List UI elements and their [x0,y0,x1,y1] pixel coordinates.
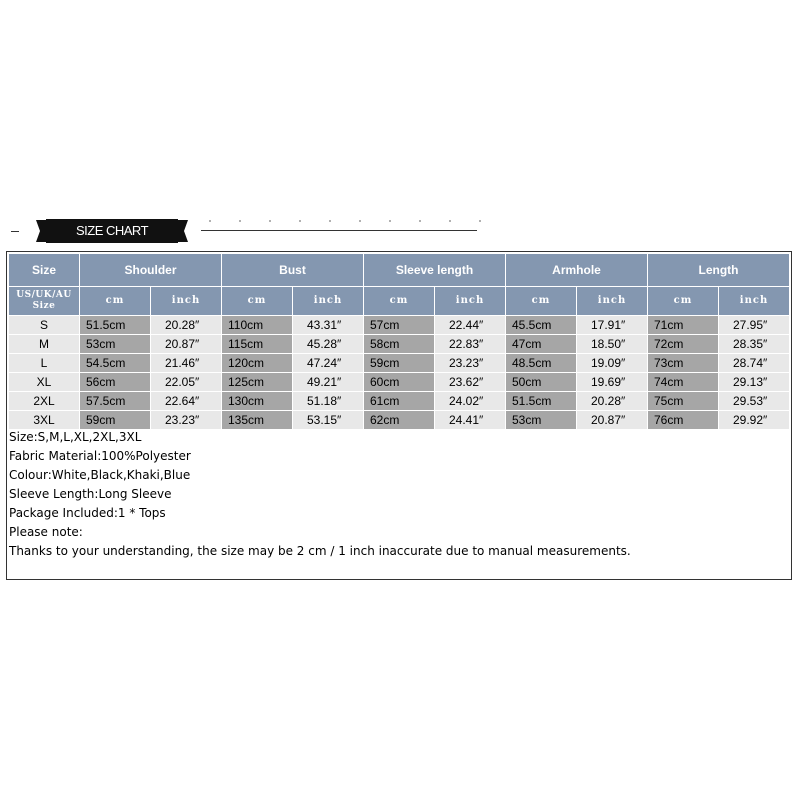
inch-value-cell: 19.69″ [577,373,648,392]
cm-value-cell: 71cm [648,316,719,335]
inch-value-cell: 19.09″ [577,354,648,373]
cm-value-cell: 51.5cm [506,392,577,411]
cm-value-cell: 73cm [648,354,719,373]
size-subheader-label: Size [32,301,56,311]
inch-value-cell: 29.13″ [719,373,790,392]
unit-cm: cm [80,287,151,316]
cm-value-cell: 120cm [222,354,293,373]
size-header: Size [9,254,80,287]
banner-rule [201,230,477,231]
size-cell: 2XL [9,392,80,411]
cm-value-cell: 54.5cm [80,354,151,373]
inch-value-cell: 21.46″ [151,354,222,373]
cm-value-cell: 53cm [80,335,151,354]
size-subheader [9,287,80,316]
size-chart-frame [6,251,792,580]
inch-value-cell: 51.18″ [293,392,364,411]
group-header-length: Length [648,254,790,287]
size-cell: 3XL [9,411,80,430]
cm-value-cell: 59cm [80,411,151,430]
size-chart-title: SIZE CHART [75,223,149,238]
unit-cm: cm [364,287,435,316]
inch-value-cell: 18.50″ [577,335,648,354]
cm-value-cell: 110cm [222,316,293,335]
cm-value-cell: 75cm [648,392,719,411]
inch-value-cell: 45.28″ [293,335,364,354]
table-row [9,411,790,430]
cm-value-cell: 74cm [648,373,719,392]
cm-value-cell: 115cm [222,335,293,354]
note-colour: Colour:White,Black,Khaki,Blue [9,468,191,482]
table-row [9,316,790,335]
inch-value-cell: 20.28″ [151,316,222,335]
size-subheader-region: US/UK/AU [16,290,72,300]
group-header-bust: Bust [222,254,364,287]
cm-value-cell: 48.5cm [506,354,577,373]
inch-value-cell: 29.92″ [719,411,790,430]
unit-inch: inch [151,287,222,316]
cm-value-cell: 50cm [506,373,577,392]
inch-value-cell: 17.91″ [577,316,648,335]
inch-value-cell: 29.53″ [719,392,790,411]
cm-value-cell: 51.5cm [80,316,151,335]
cm-value-cell: 72cm [648,335,719,354]
product-notes [9,428,789,561]
cm-value-cell: 45.5cm [506,316,577,335]
inch-value-cell: 47.24″ [293,354,364,373]
inch-value-cell: 24.41″ [435,411,506,430]
cm-value-cell: 57cm [364,316,435,335]
inch-value-cell: 20.87″ [577,411,648,430]
inch-value-cell: 27.95″ [719,316,790,335]
cm-value-cell: 61cm [364,392,435,411]
group-header-shoulder: Shoulder [80,254,222,287]
note-disclaimer: Thanks to your understanding, the size may be 2 cm / 1 inch inaccurate due to manual measurements. [9,544,631,558]
cm-value-cell: 130cm [222,392,293,411]
unit-cm: cm [506,287,577,316]
inch-value-cell: 20.28″ [577,392,648,411]
cm-value-cell: 76cm [648,411,719,430]
size-chart-banner [0,210,800,250]
cm-value-cell: 57.5cm [80,392,151,411]
cm-value-cell: 47cm [506,335,577,354]
table-row [9,392,790,411]
table-row [9,335,790,354]
inch-value-cell: 49.21″ [293,373,364,392]
unit-inch: inch [435,287,506,316]
cm-value-cell: 56cm [80,373,151,392]
dotted-line [200,218,490,224]
note-package: Package Included:1 * Tops [9,506,166,520]
table-row [9,354,790,373]
inch-value-cell: 23.23″ [435,354,506,373]
note-please-note: Please note: [9,525,83,539]
size-cell: S [9,316,80,335]
inch-value-cell: 23.23″ [151,411,222,430]
cm-value-cell: 53cm [506,411,577,430]
group-header-armhole: Armhole [506,254,648,287]
inch-value-cell: 20.87″ [151,335,222,354]
banner-dash [11,231,19,232]
inch-value-cell: 53.15″ [293,411,364,430]
size-cell: L [9,354,80,373]
cm-value-cell: 62cm [364,411,435,430]
size-chart-tag [36,219,188,243]
inch-value-cell: 24.02″ [435,392,506,411]
note-sizes: Size:S,M,L,XL,2XL,3XL [9,430,142,444]
unit-inch: inch [577,287,648,316]
header-row-groups [9,254,790,287]
cm-value-cell: 125cm [222,373,293,392]
inch-value-cell: 22.44″ [435,316,506,335]
cm-value-cell: 60cm [364,373,435,392]
header-row-units [9,287,790,316]
cm-value-cell: 58cm [364,335,435,354]
group-header-sleeve-length: Sleeve length [364,254,506,287]
size-cell: M [9,335,80,354]
note-sleeve-length: Sleeve Length:Long Sleeve [9,487,172,501]
inch-value-cell: 22.64″ [151,392,222,411]
inch-value-cell: 43.31″ [293,316,364,335]
table-row [9,373,790,392]
unit-cm: cm [648,287,719,316]
unit-inch: inch [719,287,790,316]
unit-cm: cm [222,287,293,316]
size-cell: XL [9,373,80,392]
cm-value-cell: 59cm [364,354,435,373]
unit-inch: inch [293,287,364,316]
inch-value-cell: 23.62″ [435,373,506,392]
inch-value-cell: 28.35″ [719,335,790,354]
cm-value-cell: 135cm [222,411,293,430]
inch-value-cell: 22.05″ [151,373,222,392]
inch-value-cell: 28.74″ [719,354,790,373]
size-table [8,253,790,430]
note-fabric: Fabric Material:100%Polyester [9,449,191,463]
inch-value-cell: 22.83″ [435,335,506,354]
